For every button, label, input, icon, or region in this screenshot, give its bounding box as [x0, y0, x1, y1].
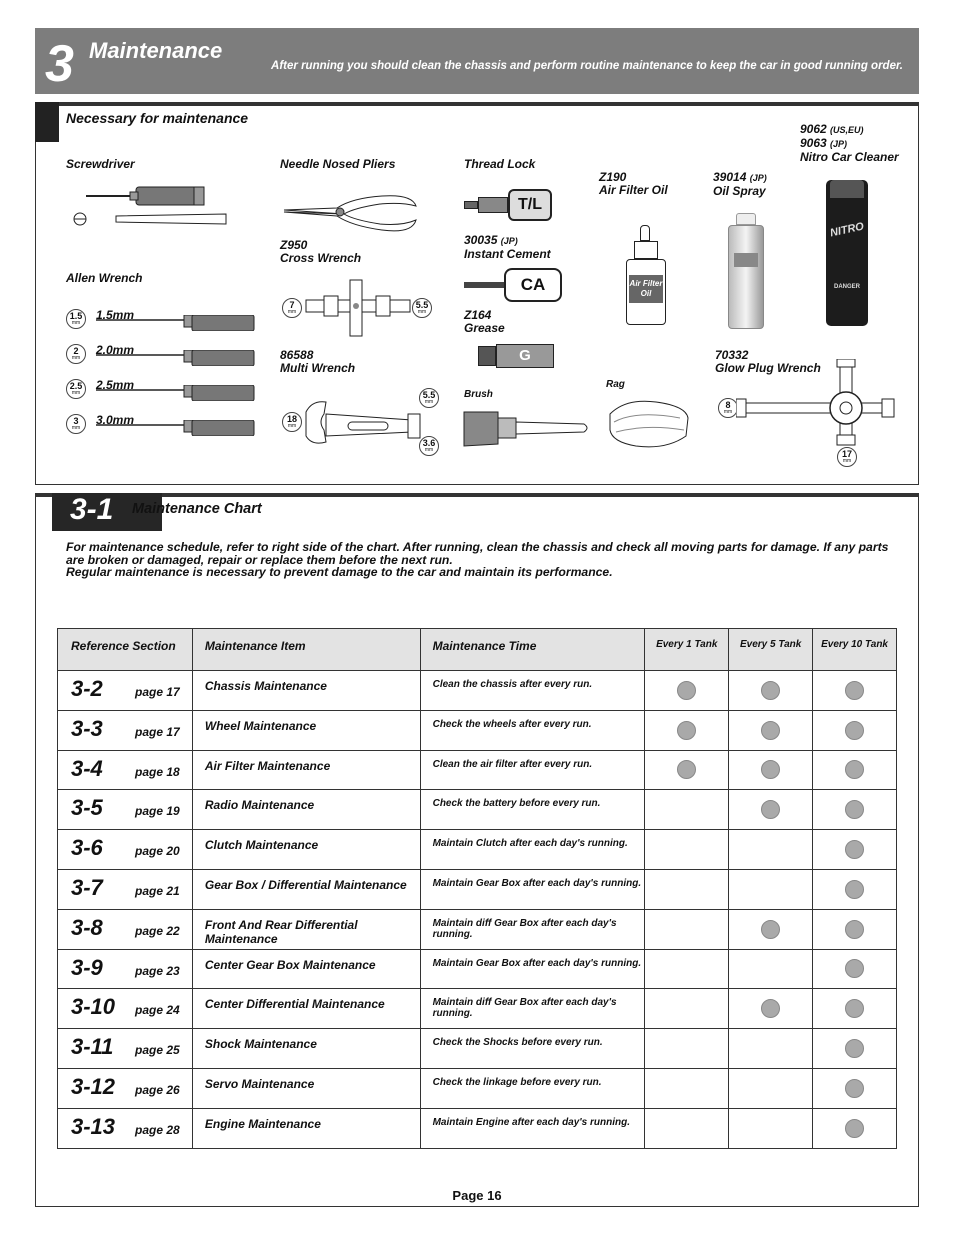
tank-5-cell — [729, 949, 813, 989]
chart-intro-line: For maintenance schedule, refer to right side of the chart. After running, clean the chassis and check all moving parts for damage. If any parts are broken or damaged, repair or replace them before the next run. — [66, 540, 889, 567]
schedule-dot-icon — [845, 840, 864, 859]
allen-size-row — [66, 309, 266, 331]
tank-10-cell — [813, 1108, 897, 1148]
cement-icon — [464, 268, 564, 302]
tank-10-cell — [813, 909, 897, 949]
maintenance-time-cell: Maintain diff Gear Box after each day's running. — [420, 989, 645, 1029]
section-ref: 3-11 — [71, 1034, 114, 1060]
reference-cell — [58, 989, 193, 1029]
maintenance-time-cell: Maintain Gear Box after each day's running. — [420, 869, 645, 909]
tank-5-cell — [729, 671, 813, 711]
chart-intro — [66, 541, 896, 579]
glowplug-wrench-label: 70332 Glow Plug Wrench — [715, 348, 821, 375]
rag-icon — [606, 396, 692, 452]
section-ref: 3-3 — [71, 715, 103, 741]
section-ref: 3-5 — [71, 795, 103, 821]
tank-1-cell — [645, 830, 729, 870]
multi-size-badge: 3.6 mm — [419, 436, 439, 456]
reference-cell — [58, 949, 193, 989]
allen-wrench-icon — [96, 315, 256, 331]
brush-label: Brush — [464, 389, 493, 400]
grease-label: Z164 Grease — [464, 308, 505, 335]
pliers-label: Needle Nosed Pliers — [280, 157, 396, 171]
tank-1-cell — [645, 671, 729, 711]
maintenance-time-cell: Check the wheels after every run. — [420, 710, 645, 750]
pliers-icon — [282, 190, 422, 238]
nitro-can-warning: DANGER — [833, 284, 860, 290]
tank-5-cell — [729, 790, 813, 830]
nitro-cleaner-can-icon — [826, 180, 868, 326]
tank-1-cell — [645, 1108, 729, 1148]
threadlock-label: Thread Lock — [464, 157, 536, 171]
page-ref: page 19 — [135, 804, 180, 819]
maintenance-item-cell: Radio Maintenance — [192, 790, 420, 830]
maintenance-time-cell: Clean the air filter after every run. — [420, 750, 645, 790]
schedule-dot-icon — [845, 1079, 864, 1098]
allen-size-label: 3.0mm — [96, 413, 135, 427]
schedule-dot-icon — [761, 760, 780, 779]
tank-1-cell — [645, 750, 729, 790]
section-ref: 3-7 — [71, 874, 103, 900]
maintenance-item-cell: Chassis Maintenance — [192, 671, 420, 711]
section-banner — [35, 28, 919, 94]
glowplug-wrench-icon — [736, 359, 896, 449]
allen-wrench-label: Allen Wrench — [66, 271, 143, 285]
schedule-dot-icon — [845, 681, 864, 700]
tank-5-cell — [729, 1029, 813, 1069]
header-every-1-tank: Every 1 Tank — [645, 629, 729, 671]
schedule-dot-icon — [761, 681, 780, 700]
allen-size-row — [66, 414, 266, 436]
table-row — [58, 1029, 897, 1069]
tank-5-cell — [729, 1068, 813, 1108]
table-row — [58, 1068, 897, 1108]
allen-size-badge: 2 mm — [66, 344, 86, 364]
table-row — [58, 671, 897, 711]
header-maintenance-time: Maintenance Time — [420, 629, 645, 671]
maintenance-item-cell: Wheel Maintenance — [192, 710, 420, 750]
schedule-dot-icon — [845, 959, 864, 978]
allen-wrench-icon — [96, 350, 256, 366]
reference-cell — [58, 750, 193, 790]
reference-cell — [58, 790, 193, 830]
schedule-dot-icon — [845, 800, 864, 819]
panel-tab-marker — [35, 102, 59, 142]
table-row — [58, 830, 897, 870]
header-every-10-tank: Every 10 Tank — [813, 629, 897, 671]
schedule-dot-icon — [845, 1119, 864, 1138]
section-subtitle: After running you should clean the chassis and perform routine maintenance to keep the car in good running order. — [271, 60, 903, 72]
page-ref: page 22 — [135, 923, 180, 938]
multi-wrench-label: 86588 Multi Wrench — [280, 348, 356, 375]
header-every-5-tank: Every 5 Tank — [729, 629, 813, 671]
page-ref: page 24 — [135, 1003, 180, 1018]
tank-10-cell — [813, 1068, 897, 1108]
page-ref: page 28 — [135, 1122, 180, 1137]
allen-size-row — [66, 344, 266, 366]
tank-5-cell — [729, 750, 813, 790]
reference-cell — [58, 869, 193, 909]
airoil-label: Z190 Air Filter Oil — [599, 170, 668, 197]
oilspray-can-icon — [726, 213, 766, 329]
section-ref: 3-4 — [71, 755, 103, 781]
section-number: 3 — [45, 35, 74, 93]
table-row — [58, 750, 897, 790]
maintenance-item-cell: Gear Box / Differential Maintenance — [192, 869, 420, 909]
chart-section-number: 3-1 — [70, 493, 114, 526]
cross-size-badge: 5.5 mm — [412, 298, 432, 318]
table-row — [58, 989, 897, 1029]
cement-label: 30035 (JP) Instant Cement — [464, 233, 551, 261]
tank-5-cell — [729, 869, 813, 909]
schedule-dot-icon — [845, 999, 864, 1018]
reference-cell — [58, 710, 193, 750]
reference-cell — [58, 909, 193, 949]
reference-cell — [58, 1108, 193, 1148]
maintenance-item-cell: Servo Maintenance — [192, 1068, 420, 1108]
page-ref: page 17 — [135, 685, 180, 699]
glow-size-badge: 8 mm — [718, 398, 738, 418]
page-number: Page 16 — [452, 1188, 502, 1203]
oilspray-label: 39014 (JP) Oil Spray — [713, 170, 767, 198]
table-row — [58, 869, 897, 909]
table-row — [58, 710, 897, 750]
tank-1-cell — [645, 869, 729, 909]
cement-tag: CA — [504, 268, 562, 302]
cross-size-badge: 7 mm — [282, 298, 302, 318]
threadlock-icon — [464, 189, 554, 221]
page-ref: page 21 — [135, 883, 180, 898]
maintenance-time-cell: Maintain Gear Box after each day's running. — [420, 949, 645, 989]
schedule-dot-icon — [677, 721, 696, 740]
table-row — [58, 949, 897, 989]
table-row — [58, 909, 897, 949]
section-ref: 3-6 — [71, 835, 103, 861]
tools-panel — [35, 102, 919, 485]
header-reference-section: Reference Section — [58, 629, 193, 671]
table-header-row — [58, 629, 897, 671]
page-ref: page 23 — [135, 963, 180, 978]
cross-wrench-label: Z950 Cross Wrench — [280, 238, 362, 265]
tank-5-cell — [729, 710, 813, 750]
allen-size-label: 2.5mm — [96, 378, 135, 392]
nitro-can-title: NITRO — [829, 220, 865, 240]
screwdriver-icon — [66, 184, 236, 229]
schedule-dot-icon — [845, 920, 864, 939]
tank-10-cell — [813, 750, 897, 790]
maintenance-time-cell: Check the battery before every run. — [420, 790, 645, 830]
tank-5-cell — [729, 909, 813, 949]
screwdriver-label: Screwdriver — [66, 157, 135, 171]
maintenance-time-cell: Check the linkage before every run. — [420, 1068, 645, 1108]
page-ref: page 17 — [135, 724, 180, 739]
maintenance-time-cell: Clean the chassis after every run. — [420, 671, 645, 711]
allen-size-badge: 1.5 mm — [66, 309, 86, 329]
airoil-bottle-icon — [626, 225, 668, 327]
tank-1-cell — [645, 989, 729, 1029]
schedule-dot-icon — [761, 721, 780, 740]
maintenance-time-cell: Maintain Engine after each day's running. — [420, 1108, 645, 1148]
table-row — [58, 790, 897, 830]
allen-size-label: 1.5mm — [96, 308, 135, 322]
brush-icon — [462, 406, 592, 452]
maintenance-time-cell: Maintain diff Gear Box after each day's running. — [420, 909, 645, 949]
maintenance-item-cell: Shock Maintenance — [192, 1029, 420, 1069]
threadlock-tag: T/L — [508, 189, 552, 221]
reference-cell — [58, 1029, 193, 1069]
tank-5-cell — [729, 830, 813, 870]
page-ref: page 26 — [135, 1082, 180, 1097]
chart-intro-line: Regular maintenance is necessary to prevent damage to the car and maintain its performance. — [66, 565, 613, 579]
airoil-bottle-label: Air Filter Oil — [629, 275, 663, 303]
allen-wrench-icon — [96, 385, 256, 401]
schedule-dot-icon — [845, 880, 864, 899]
maintenance-time-cell: Check the Shocks before every run. — [420, 1029, 645, 1069]
tank-10-cell — [813, 989, 897, 1029]
schedule-dot-icon — [761, 999, 780, 1018]
schedule-dot-icon — [845, 760, 864, 779]
section-ref: 3-12 — [71, 1073, 116, 1099]
tank-1-cell — [645, 790, 729, 830]
maintenance-item-cell: Clutch Maintenance — [192, 830, 420, 870]
maintenance-item-cell: Front And Rear Differential Maintenance — [192, 909, 420, 949]
reference-cell — [58, 671, 193, 711]
allen-size-row — [66, 379, 266, 401]
reference-cell — [58, 1068, 193, 1108]
schedule-dot-icon — [677, 760, 696, 779]
chart-title: Maintenance Chart — [132, 501, 262, 517]
allen-size-label: 2.0mm — [96, 343, 135, 357]
maintenance-item-cell: Air Filter Maintenance — [192, 750, 420, 790]
rag-label: Rag — [606, 379, 625, 390]
maintenance-item-cell: Center Differential Maintenance — [192, 989, 420, 1029]
section-ref: 3-2 — [71, 676, 103, 701]
schedule-dot-icon — [845, 721, 864, 740]
tank-10-cell — [813, 869, 897, 909]
schedule-dot-icon — [677, 681, 696, 700]
tools-panel-title: Necessary for maintenance — [66, 110, 249, 126]
grease-tag: G — [496, 344, 554, 368]
allen-wrench-icon — [96, 420, 256, 436]
schedule-dot-icon — [845, 1039, 864, 1058]
schedule-dot-icon — [761, 800, 780, 819]
tank-1-cell — [645, 909, 729, 949]
tank-10-cell — [813, 671, 897, 711]
section-ref: 3-10 — [71, 994, 116, 1020]
tank-1-cell — [645, 1068, 729, 1108]
multi-size-badge: 18 mm — [282, 412, 302, 432]
glow-size-badge: 17 mm — [837, 447, 857, 467]
tank-10-cell — [813, 710, 897, 750]
header-maintenance-item: Maintenance Item — [192, 629, 420, 671]
maintenance-time-cell: Maintain Clutch after each day's running. — [420, 830, 645, 870]
page-ref: page 18 — [135, 764, 180, 779]
tank-5-cell — [729, 1108, 813, 1148]
tank-10-cell — [813, 1029, 897, 1069]
maintenance-item-cell: Engine Maintenance — [192, 1108, 420, 1148]
section-ref: 3-8 — [71, 914, 103, 940]
tank-1-cell — [645, 710, 729, 750]
reference-cell — [58, 830, 193, 870]
tank-1-cell — [645, 949, 729, 989]
cleaner-label: 9062 (US,EU) 9063 (JP) Nitro Car Cleaner — [800, 122, 899, 164]
tank-1-cell — [645, 1029, 729, 1069]
table-row — [58, 1108, 897, 1148]
tank-5-cell — [729, 989, 813, 1029]
schedule-dot-icon — [761, 920, 780, 939]
section-title: Maintenance — [89, 38, 223, 63]
page-ref: page 25 — [135, 1043, 180, 1058]
allen-size-badge: 2.5 mm — [66, 379, 86, 399]
allen-size-badge: 3 mm — [66, 414, 86, 434]
cross-wrench-icon — [304, 278, 412, 338]
multi-size-badge: 5.5 mm — [419, 388, 439, 408]
section-ref: 3-13 — [71, 1113, 116, 1139]
tank-10-cell — [813, 790, 897, 830]
multi-wrench-icon — [304, 400, 422, 450]
tank-10-cell — [813, 949, 897, 989]
maintenance-table — [57, 628, 897, 1149]
page-ref: page 20 — [135, 844, 180, 859]
section-ref: 3-9 — [71, 954, 103, 980]
maintenance-item-cell: Center Gear Box Maintenance — [192, 949, 420, 989]
tank-10-cell — [813, 830, 897, 870]
grease-icon — [478, 342, 556, 370]
